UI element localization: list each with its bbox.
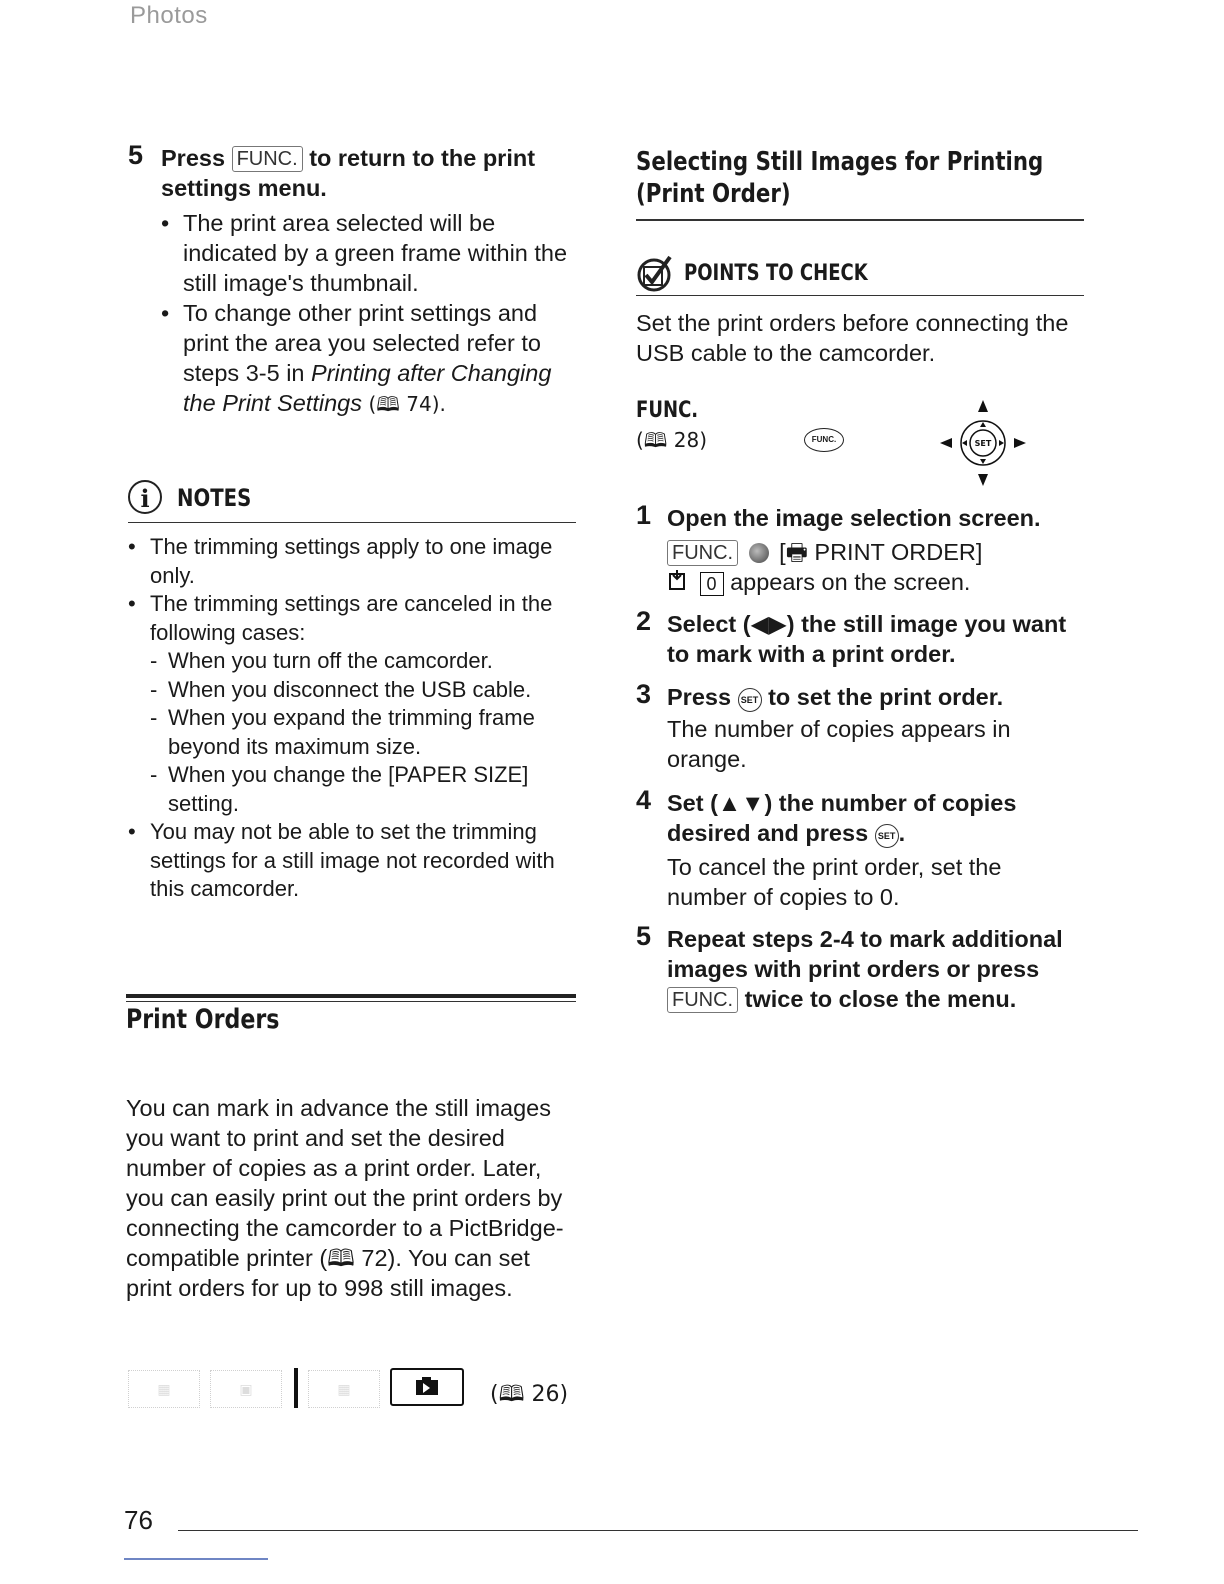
menu-arrow-icon bbox=[749, 543, 769, 563]
footer-rule bbox=[178, 1530, 1138, 1531]
func-label: FUNC. bbox=[636, 398, 699, 423]
print-orders-body: You can mark in advance the still images you want to print and set the desired number of copies as a print order. Later, you can easily print out the print orders by connecting the camcorder to a PictBridge-compatible printer (🕮 72). You can set print orders for up to 998 still images. bbox=[126, 1095, 564, 1301]
step-1: 1 Open the image selection screen. FUNC. [🖶 PRINT ORDER] 0 appears on the screen. bbox=[636, 500, 1086, 600]
playback-photo-mode-icon bbox=[390, 1368, 464, 1406]
step-4: 4 Set (▲▼) the number of copies desired and press SET . To cancel the print order, set the number of copies to 0. bbox=[636, 785, 1017, 910]
notes-rule bbox=[128, 522, 576, 523]
func-key: FUNC. bbox=[667, 540, 738, 566]
func-page-reference: (🕮 28) bbox=[636, 428, 707, 452]
section-label: Photos bbox=[130, 2, 208, 29]
func-key: FUNC. bbox=[232, 146, 303, 172]
step-5-bullets bbox=[161, 208, 588, 419]
notes-list bbox=[128, 533, 578, 904]
info-icon: i bbox=[128, 480, 162, 514]
heading-rule bbox=[636, 219, 1084, 221]
note-subitem: - When you expand the trimming frame beyond its maximum size. bbox=[150, 704, 578, 761]
mode-divider bbox=[294, 1368, 298, 1408]
step-5 bbox=[128, 140, 588, 419]
playback-movie-mode-icon: ▦ bbox=[308, 1370, 380, 1408]
step-title: Press FUNC. to return to the print settings menu. bbox=[161, 145, 536, 201]
step-2: 2 Select (◀▶) the still image you want to mark with a print order. bbox=[636, 606, 1067, 667]
note-item: • The trimming settings are canceled in the following cases: - When you turn off the camcorder. - When you disconnect the USB cable. - When you expand the trimming frame beyond its maximum size. - When you change the [PAPER SIZE] setting. bbox=[128, 590, 578, 818]
points-to-check-title: POINTS TO CHECK bbox=[684, 261, 868, 286]
step-5-right: 5 Repeat steps 2-4 to mark additional images with print orders or press FUNC. twice to close the menu. bbox=[636, 921, 1063, 1012]
page-reference: (🕮 74). bbox=[368, 392, 446, 416]
set-button-icon: SET bbox=[738, 688, 762, 712]
set-button-icon: SET bbox=[875, 824, 899, 848]
note-subitem: - When you turn off the camcorder. bbox=[150, 647, 578, 676]
checkmark-icon bbox=[636, 253, 674, 291]
photo-card-mode-icon: ▣ bbox=[210, 1370, 282, 1408]
footer-accent-rule bbox=[124, 1558, 268, 1560]
print-orders-thin-rule bbox=[126, 1001, 576, 1002]
svg-text:SET: SET bbox=[974, 439, 992, 448]
points-rule bbox=[636, 295, 1084, 296]
movie-card-mode-icon: ▦ bbox=[128, 1370, 200, 1408]
joystick-icon bbox=[938, 398, 1028, 488]
section-heading: Selecting Still Images for Printing (Print Order) bbox=[636, 147, 1044, 209]
note-subitem: - When you disconnect the USB cable. bbox=[150, 676, 578, 705]
copy-count-box: 0 bbox=[700, 572, 724, 596]
page-number: 76 bbox=[124, 1505, 153, 1535]
step-number: 5 bbox=[128, 140, 144, 170]
note-subitem: - When you change the [PAPER SIZE] setting. bbox=[150, 761, 578, 818]
points-to-check-text: Set the print orders before connecting the USB cable to the camcorder. bbox=[636, 310, 1069, 366]
notes-header bbox=[128, 478, 576, 524]
note-item: • You may not be able to set the trimming settings for a still image not recorded with this camcorder. bbox=[128, 818, 578, 904]
mode-icons bbox=[128, 1368, 578, 1414]
func-button-icon: FUNC. bbox=[804, 428, 844, 452]
notes-title: NOTES bbox=[177, 484, 252, 512]
page-reference: (🕮 26) bbox=[490, 1382, 569, 1407]
cross-reference-title: Printing after Changing the Print Settings bbox=[183, 360, 552, 416]
points-to-check-header bbox=[636, 253, 1084, 293]
camera-icon bbox=[392, 1370, 461, 1403]
print-order-menu: [🖶 PRINT ORDER] bbox=[779, 539, 983, 565]
print-order-icon bbox=[667, 569, 693, 600]
bullet-item: • The print area selected will be indicated by a green frame within the still image's thumbnail. bbox=[161, 208, 588, 298]
print-orders-title: Print Orders bbox=[126, 1004, 280, 1035]
step-3: 3 Press SET to set the print order. The number of copies appears in orange. bbox=[636, 679, 1011, 772]
note-subitems bbox=[150, 647, 578, 818]
bullet-item: • To change other print settings and print the area you selected refer to steps 3-5 in Printing after Changing the Print Settings (🕮 74). bbox=[161, 298, 588, 419]
func-key: FUNC. bbox=[667, 987, 738, 1013]
print-orders-double-rule bbox=[126, 994, 576, 998]
note-item: • The trimming settings apply to one image only. bbox=[128, 533, 578, 590]
